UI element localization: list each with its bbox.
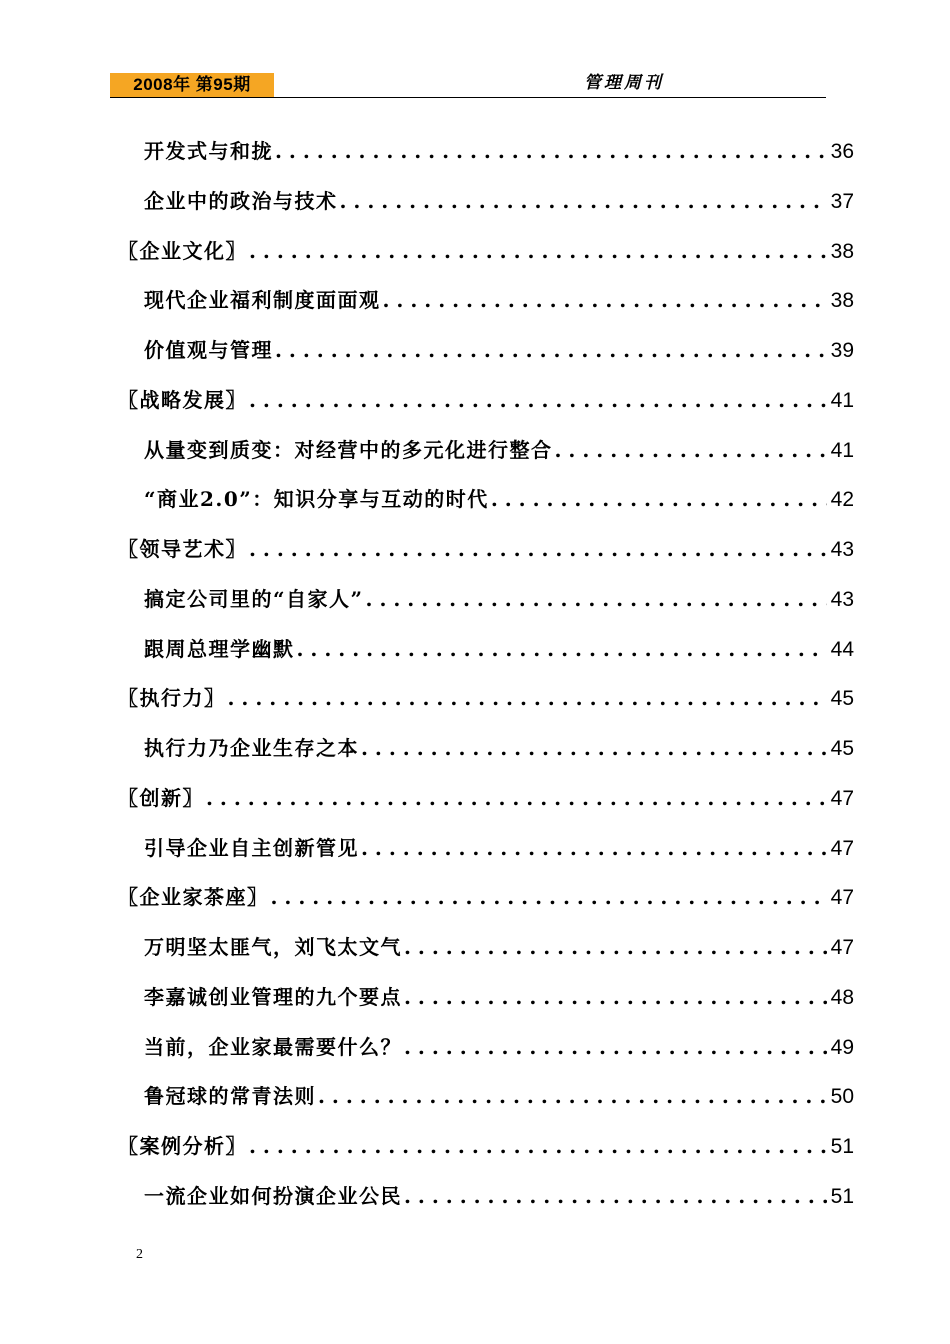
toc-article-entry[interactable] <box>118 932 854 982</box>
dot-leader <box>489 484 827 514</box>
dot-leader <box>402 982 827 1012</box>
toc-entry-page: 47 <box>830 886 854 910</box>
toc-entry-title: 跟周总理学幽默 <box>144 636 295 661</box>
dot-leader <box>359 733 827 763</box>
toc-article-entry[interactable] <box>118 733 854 783</box>
toc-entry-title: 〖执行力〗 <box>118 686 226 711</box>
page-header <box>110 72 826 98</box>
toc-entry-page: 41 <box>830 388 854 412</box>
toc-entry-title: 当前，企业家最需要什么？ <box>144 1034 402 1059</box>
toc-entry-title: 万明坚太匪气，刘飞太文气 <box>144 935 402 959</box>
toc-entry-title: 〖领导艺术〗 <box>118 537 247 561</box>
dot-leader <box>553 435 827 465</box>
toc-entry-page: 47 <box>830 786 854 810</box>
page-number: 2 <box>136 1247 143 1262</box>
toc-section-entry[interactable] <box>118 385 854 435</box>
toc-article-entry[interactable] <box>118 584 854 634</box>
toc-entry-title: 〖企业文化〗 <box>118 238 247 263</box>
toc-entry-title: 执行力乃企业生存之本 <box>144 736 359 760</box>
toc-entry-title: 现代企业福利制度面面观 <box>144 288 381 313</box>
toc-article-entry[interactable] <box>118 335 854 385</box>
dot-leader <box>247 236 827 266</box>
dot-leader <box>402 1181 827 1211</box>
toc-entry-title: 从量变到质变：对经营中的多元化进行整合 <box>144 437 553 462</box>
toc-entry-title: 搞定公司里的“自家人” <box>144 586 364 611</box>
dot-leader <box>247 1131 827 1161</box>
toc-entry-page: 36 <box>830 140 854 163</box>
toc-article-entry[interactable] <box>118 186 854 236</box>
toc-entry-page: 51 <box>830 1184 854 1208</box>
toc-entry-title: 鲁冠球的常青法则 <box>144 1084 316 1109</box>
toc-entry-title: 〖战略发展〗 <box>118 387 247 412</box>
toc-article-entry[interactable] <box>118 1032 854 1082</box>
dot-leader <box>402 932 827 962</box>
toc-article-entry[interactable] <box>118 285 854 335</box>
toc-entry-title: 李嘉诚创业管理的九个要点 <box>144 984 402 1009</box>
toc-article-entry[interactable] <box>118 136 854 186</box>
table-of-contents <box>118 136 854 1231</box>
toc-article-entry[interactable] <box>118 435 854 485</box>
toc-entry-page: 43 <box>830 538 854 561</box>
toc-entry-page: 47 <box>830 936 854 959</box>
toc-entry-page: 47 <box>830 836 854 860</box>
toc-article-entry[interactable] <box>118 982 854 1032</box>
toc-section-entry[interactable] <box>118 882 854 932</box>
toc-article-entry[interactable] <box>118 634 854 684</box>
dot-leader <box>204 783 827 813</box>
dot-leader <box>402 1032 827 1062</box>
toc-entry-page: 45 <box>830 687 854 711</box>
toc-entry-title: 〖案例分析〗 <box>118 1134 247 1158</box>
toc-article-entry[interactable] <box>118 1181 854 1231</box>
dot-leader <box>226 683 827 713</box>
journal-title: 管理周刊 <box>584 73 664 93</box>
header-rule <box>110 97 826 98</box>
dot-leader <box>247 534 827 564</box>
toc-entry-page: 50 <box>830 1085 854 1109</box>
toc-entry-page: 42 <box>830 488 854 512</box>
toc-entry-page: 37 <box>830 189 854 213</box>
toc-entry-page: 51 <box>830 1135 854 1158</box>
toc-entry-title: 一流企业如何扮演企业公民 <box>144 1183 402 1208</box>
toc-entry-title: 〖创新〗 <box>118 785 204 810</box>
toc-entry-page: 44 <box>830 637 854 661</box>
toc-entry-page: 38 <box>830 289 854 313</box>
dot-leader <box>316 1081 827 1111</box>
toc-entry-page: 48 <box>830 985 854 1009</box>
dot-leader <box>269 882 827 912</box>
toc-section-entry[interactable] <box>118 534 854 584</box>
toc-section-entry[interactable] <box>118 236 854 286</box>
dot-leader <box>364 584 827 614</box>
toc-entry-title: 引导企业自主创新管见 <box>144 835 359 860</box>
toc-entry-title: “商业2.0”：知识分享与互动的时代 <box>144 487 489 512</box>
toc-section-entry[interactable] <box>118 1131 854 1181</box>
toc-section-entry[interactable] <box>118 783 854 833</box>
toc-entry-title: 企业中的政治与技术 <box>144 188 338 213</box>
toc-entry-page: 41 <box>830 438 854 462</box>
toc-entry-page: 38 <box>830 239 854 263</box>
dot-leader <box>273 136 827 166</box>
dot-leader <box>338 186 827 216</box>
toc-entry-page: 49 <box>830 1035 854 1059</box>
toc-entry-page: 39 <box>830 339 854 362</box>
issue-tag: 2008年 第95期 <box>110 73 274 97</box>
toc-article-entry[interactable] <box>118 833 854 883</box>
dot-leader <box>273 335 827 365</box>
toc-entry-title: 开发式与和拢 <box>144 139 273 163</box>
toc-entry-title: 价值观与管理 <box>144 338 273 362</box>
dot-leader <box>295 634 827 664</box>
toc-section-entry[interactable] <box>118 683 854 733</box>
toc-entry-title: 〖企业家茶座〗 <box>118 885 269 910</box>
toc-article-entry[interactable] <box>118 484 854 534</box>
toc-entry-page: 45 <box>830 737 854 760</box>
dot-leader <box>247 385 827 415</box>
dot-leader <box>359 833 827 863</box>
toc-entry-page: 43 <box>830 587 854 611</box>
toc-article-entry[interactable] <box>118 1081 854 1131</box>
dot-leader <box>381 285 827 315</box>
